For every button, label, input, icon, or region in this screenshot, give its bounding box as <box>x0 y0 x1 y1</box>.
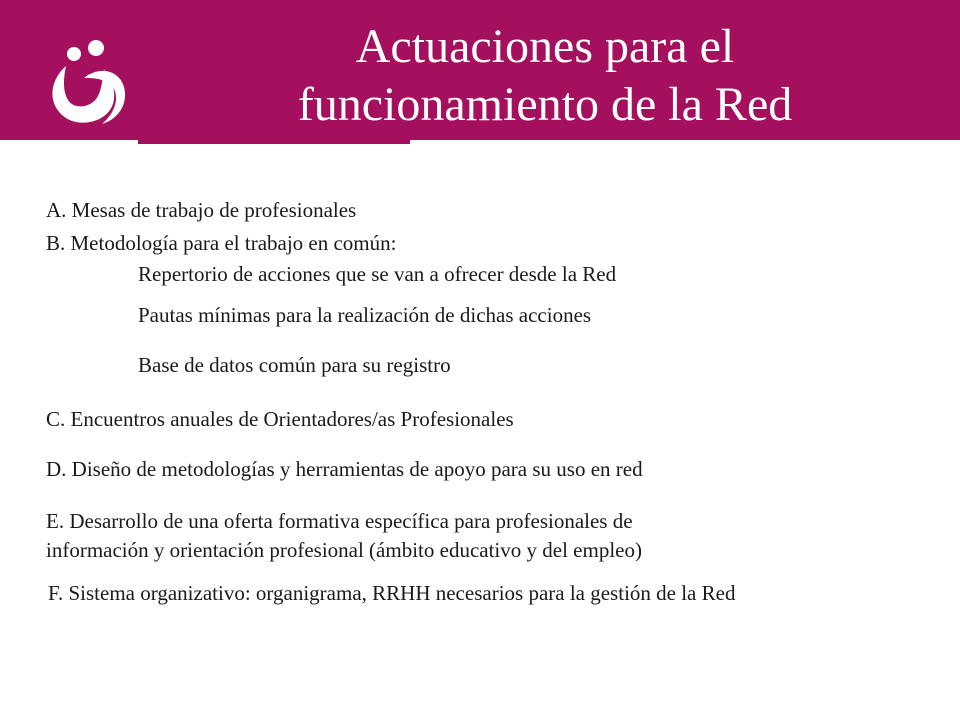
item-e-line-2: información y orientación profesional (ámbito educativo y del empleo) <box>46 538 642 562</box>
header-underline-tab <box>138 138 410 144</box>
item-b-sub-2: Pautas mínimas para la realización de dichas acciones <box>138 303 592 327</box>
item-c: C. Encuentros anuales de Orientadores/as Profesionales <box>46 407 514 431</box>
title-line-1: Actuaciones para el <box>355 20 735 73</box>
slide-title <box>150 18 940 134</box>
title-line-2: funcionamiento de la Red <box>297 78 793 131</box>
item-b-sub-1: Repertorio de acciones que se van a ofrecer desde la Red <box>138 262 617 286</box>
item-e-line-1: E. Desarrollo de una oferta formativa específica para profesionales de <box>46 509 633 533</box>
item-f: F. Sistema organizativo: organigrama, RRHH necesarios para la gestión de la Red <box>48 581 736 605</box>
item-b-sub-3: Base de datos común para su registro <box>138 353 451 377</box>
item-b: B. Metodología para el trabajo en común: <box>46 231 397 255</box>
item-a: A. Mesas de trabajo de profesionales <box>46 198 357 222</box>
people-embrace-logo-icon <box>44 38 134 128</box>
item-d: D. Diseño de metodologías y herramientas de apoyo para su uso en red <box>46 457 643 481</box>
